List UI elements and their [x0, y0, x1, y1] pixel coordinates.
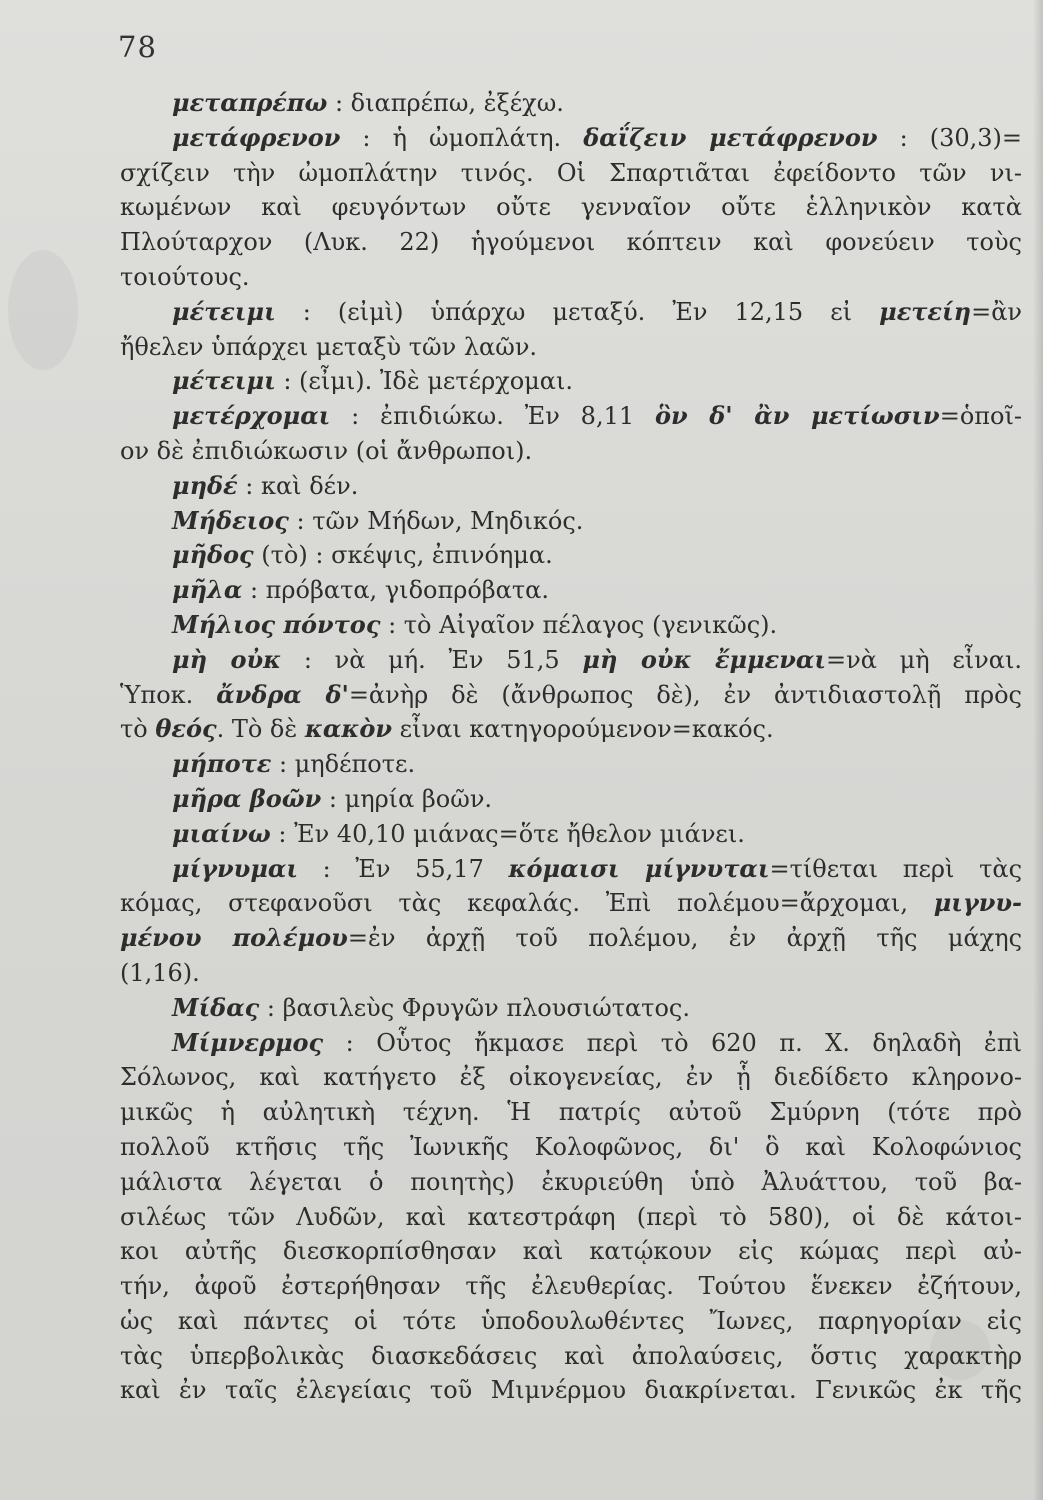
paper-stain — [8, 250, 78, 370]
definition-text: =ἐν ἀρχῇ τοῦ πολέμου, ἐν ἀρχῇ τῆς μάχης — [347, 924, 1022, 953]
definition-text: : τὸ Αἰγαῖον πέλαγος (γενικῶς). — [380, 610, 778, 639]
text-line — [120, 156, 1022, 191]
text-line — [120, 1165, 1022, 1200]
text-line — [120, 364, 1022, 399]
text-line — [120, 852, 1022, 887]
dictionary-lemma: μῆρα βοῶν — [172, 783, 322, 813]
definition-text: πολλοῦ κτῆσις τῆς Ἰωνικῆς Κολοφῶνος, δι' ὃ καὶ Κολοφώνιος — [120, 1132, 1022, 1161]
definition-text: : (εἰμὶ) ὑπάρχω μεταξύ. Ἐν 12,15 εἰ — [275, 297, 880, 326]
definition-text: : Ἐν 55,17 — [297, 854, 509, 883]
cited-phrase: μετείη — [879, 296, 972, 326]
definition-text: τήν, ἀφοῦ ἐστερήθησαν τῆς ἐλευθερίας. Τούτου ἕνεκεν ἐζήτουν, — [120, 1272, 1022, 1301]
text-line — [120, 747, 1022, 782]
definition-text: : (εἶμι). Ἰδὲ μετέρχομαι. — [275, 367, 574, 396]
definition-text: : (30,3)= — [877, 123, 1022, 152]
text-line — [120, 434, 1022, 469]
cited-phrase: κακὸν — [304, 714, 392, 744]
dictionary-lemma: μιαίνω — [172, 818, 271, 848]
definition-text: : μηρία βοῶν. — [321, 784, 493, 813]
dictionary-lemma: μεταπρέπω — [172, 88, 328, 117]
dictionary-lemma: μίγνυμαι — [172, 853, 298, 883]
cited-phrase: ἄνδρα δ' — [216, 679, 349, 709]
definition-text: εἶναι κατηγορούμενον=κακός. — [392, 715, 774, 744]
dictionary-lemma: Μίδας — [172, 992, 260, 1022]
cited-phrase: μένου πολέμου — [120, 923, 348, 953]
dictionary-lemma: Μήδειος — [172, 505, 289, 535]
text-line — [120, 260, 1022, 295]
text-line — [120, 330, 1022, 365]
text-line — [120, 643, 1022, 678]
definition-text: ον δὲ ἐπιδιώκωσιν (οἱ ἄνθρωποι). — [120, 436, 533, 465]
definition-text: : Οὗτος ἤκμασε περὶ τὸ 620 π. Χ. δηλαδὴ ἐπὶ — [323, 1028, 1022, 1057]
dictionary-lemma: Μίμνερμος — [172, 1027, 324, 1057]
definition-text: =τίθεται περὶ τὰς — [769, 854, 1022, 883]
text-line — [120, 190, 1022, 225]
text-line — [120, 678, 1022, 713]
text-line — [120, 1304, 1022, 1339]
definition-text: Σόλωνος, καὶ κατήγετο ἐξ οἰκογενείας, ἐν ᾗ διεδίδετο κληρονο- — [120, 1063, 1022, 1092]
text-line — [120, 1373, 1022, 1408]
cited-phrase: θεός — [155, 714, 217, 744]
cited-phrase: δαΐζειν μετάφρενον — [583, 122, 878, 152]
page-edge-shadow — [1033, 0, 1043, 1500]
dictionary-lemma: μέτειμι — [172, 296, 276, 326]
definition-text: : μηδέποτε. — [271, 750, 416, 779]
text-line — [120, 399, 1022, 434]
text-line — [120, 1339, 1022, 1374]
text-line — [120, 1234, 1022, 1269]
text-line — [120, 573, 1022, 608]
dictionary-text-block — [120, 86, 1022, 1408]
definition-text: : διαπρέπω, ἐξέχω. — [327, 89, 564, 117]
cited-phrase: μιγνυ- — [933, 888, 1022, 918]
text-line — [120, 295, 1022, 330]
text-line — [120, 1130, 1022, 1165]
text-line — [120, 991, 1022, 1026]
definition-text: =νὰ μὴ εἶναι. — [826, 645, 1022, 674]
cited-phrase: μὴ οὐκ ἔμμεναι — [582, 644, 827, 674]
text-line — [120, 817, 1022, 852]
dictionary-lemma: μέτειμι — [172, 366, 276, 396]
definition-text: κωμένων καὶ φευγόντων οὔτε γενναῖον οὔτε ἑλληνικὸν κατὰ — [120, 193, 1022, 222]
text-line — [120, 469, 1022, 504]
definition-text: κοι αὐτῆς διεσκορπίσθησαν καὶ κατῴκουν εἰς κώμας περὶ αὐ- — [120, 1237, 1022, 1266]
definition-text: (τὸ) : σκέψις, ἐπινόημα. — [253, 541, 553, 570]
definition-text: : Ἐν 40,10 μιάνας=ὅτε ἤθελον μιάνει. — [270, 819, 745, 848]
definition-text: : καὶ δέν. — [237, 471, 359, 500]
definition-text: κόμας, στεφανοῦσι τὰς κεφαλάς. Ἐπὶ πολέμου=ἄρχομαι, — [120, 889, 934, 918]
definition-text: Ὑποκ. — [120, 680, 217, 709]
dictionary-lemma: μῆδος — [172, 540, 254, 570]
dictionary-lemma: μετάφρενον — [172, 122, 341, 152]
text-line — [120, 1095, 1022, 1130]
dictionary-lemma: μὴ οὐκ — [172, 644, 282, 674]
dictionary-lemma: μῆλα — [172, 575, 243, 605]
definition-text: σχίζειν τὴν ὠμοπλάτην τινός. Οἱ Σπαρτιᾶται ἐφείδοντο τῶν νι- — [120, 158, 1022, 187]
definition-text: μικῶς ἡ αὐλητικὴ τέχνη. Ἡ πατρίς αὐτοῦ Σμύρνη (τότε πρὸ — [120, 1098, 1022, 1127]
text-line — [120, 225, 1022, 260]
definition-text: =ἂν — [971, 297, 1022, 326]
definition-text: τὰς ὑπερβολικὰς διασκεδάσεις καὶ ἀπολαύσεις, ὅστις χαρακτὴρ — [120, 1341, 1022, 1370]
text-line — [120, 1200, 1022, 1235]
dictionary-lemma: Μήλιος πόντος — [172, 609, 381, 639]
text-line — [120, 1060, 1022, 1095]
text-line — [120, 956, 1022, 991]
definition-text: ὡς καὶ πάντες οἱ τότε ὑποδουλωθέντες Ἴωνες, παρηγορίαν εἰς — [120, 1306, 1022, 1335]
text-line — [120, 608, 1022, 643]
definition-text: . Τὸ δὲ — [216, 715, 305, 744]
definition-text: : ἡ ὠμοπλάτη. — [340, 123, 584, 152]
definition-text: : πρόβατα, γιδοπρόβατα. — [242, 576, 549, 605]
text-line — [120, 782, 1022, 817]
cited-phrase: ὃν δ' ἂν μετίωσιν — [655, 401, 940, 431]
text-line — [120, 712, 1022, 747]
definition-text: : νὰ μή. Ἐν 51,5 — [281, 645, 583, 674]
definition-text: μάλιστα λέγεται ὁ ποιητὴς) ἐκυριεύθη ὑπὸ Ἀλυάττου, τοῦ βα- — [120, 1167, 1022, 1196]
definition-text: ἤθελεν ὑπάρχει μεταξὺ τῶν λαῶν. — [120, 332, 538, 361]
definition-text: =ἀνὴρ δὲ (ἄνθρωπος δὲ), ἐν ἀντιδιαστολῇ πρὸς — [348, 680, 1022, 709]
definition-text: τὸ — [120, 715, 156, 744]
text-line — [120, 1269, 1022, 1304]
definition-text: καὶ ἐν ταῖς ἐλεγείαις τοῦ Μιμνέρμου διακρίνεται. Γενικῶς ἐκ τῆς — [120, 1376, 1022, 1405]
text-line — [120, 886, 1022, 921]
cited-phrase: κόμαισι μίγνυται — [508, 853, 770, 883]
definition-text: : βασιλεὺς Φρυγῶν πλουσιώτατος. — [259, 993, 690, 1022]
text-line — [120, 1026, 1022, 1061]
text-line — [120, 504, 1022, 539]
text-line — [120, 86, 1022, 121]
definition-text: Πλούταρχον (Λυκ. 22) ἡγούμενοι κόπτειν καὶ φονεύειν τοὺς — [120, 228, 1022, 257]
text-line — [120, 538, 1022, 573]
definition-text: τοιούτους. — [120, 262, 250, 291]
dictionary-lemma: μηδέ — [172, 470, 238, 500]
definition-text: σιλέως τῶν Λυδῶν, καὶ κατεστράφη (περὶ τὸ 580), οἱ δὲ κάτοι- — [120, 1202, 1022, 1231]
definition-text: : τῶν Μήδων, Μηδικός. — [288, 506, 584, 535]
definition-text: =ὁποῖ- — [939, 402, 1022, 431]
page-number: 78 — [118, 30, 157, 64]
dictionary-lemma: μετέρχομαι — [172, 401, 331, 431]
definition-text: (1,16). — [120, 958, 200, 987]
dictionary-lemma: μήποτε — [172, 749, 272, 779]
text-line — [120, 921, 1022, 956]
text-line — [120, 121, 1022, 156]
definition-text: : ἐπιδιώκω. Ἐν 8,11 — [330, 402, 655, 431]
